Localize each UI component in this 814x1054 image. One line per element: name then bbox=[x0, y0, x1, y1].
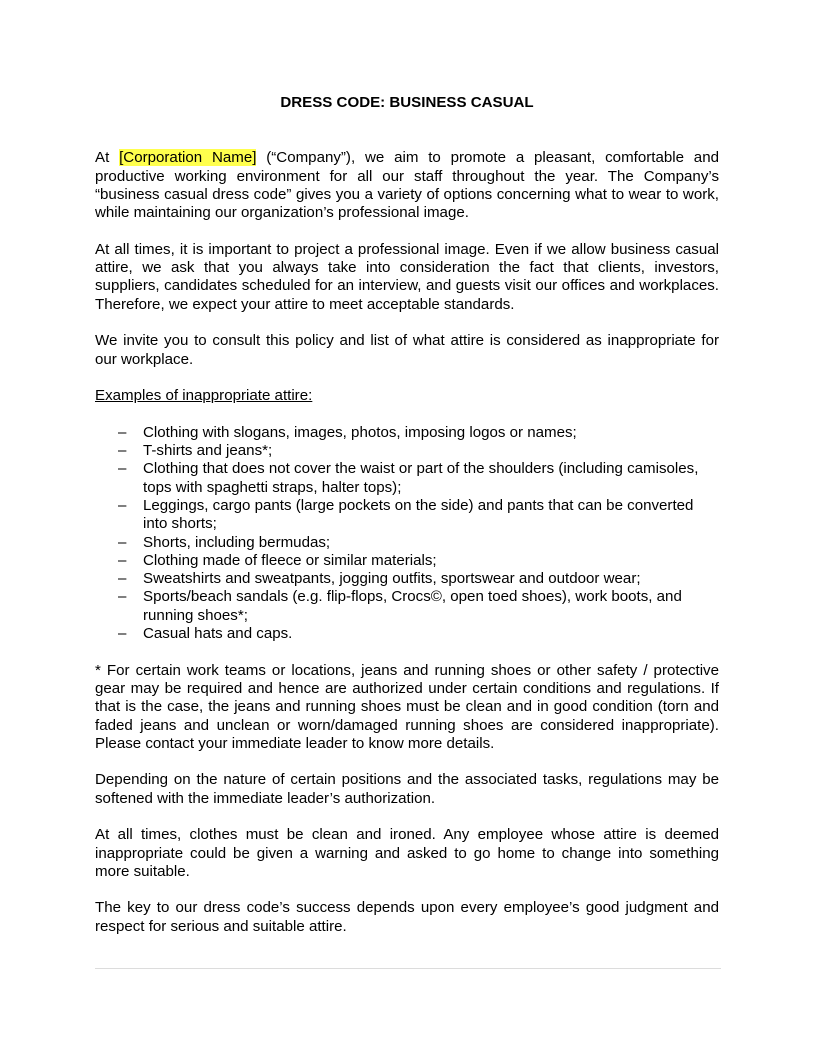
list-item bbox=[95, 424, 719, 442]
list-item-text: Casual hats and caps. bbox=[143, 625, 293, 643]
list-item bbox=[95, 588, 719, 625]
list-item bbox=[95, 460, 719, 497]
consult-policy-paragraph: We invite you to consult this policy and list of what attire is considered as inappropriate for our workplace. bbox=[95, 332, 719, 368]
list-item bbox=[95, 552, 719, 570]
list-item-text: Clothing with slogans, images, photos, imposing logos or names; bbox=[143, 423, 577, 441]
list-dash: – bbox=[118, 570, 127, 588]
examples-heading: Examples of inappropriate attire: bbox=[95, 387, 313, 405]
list-item bbox=[95, 497, 719, 534]
list-item bbox=[95, 442, 719, 460]
footnote-paragraph: * For certain work teams or locations, jeans and running shoes or other safety / protective gear may be required and hence are authorized under certain conditions and regulations. If that is the case, the jeans and running shoes must be clean and in good condition (torn and faded jeans and unclean or worn/damaged running shoes are considered inappropriate). Please contact your immediate leader to know more details. bbox=[95, 661, 719, 752]
list-dash: – bbox=[118, 551, 127, 569]
clean-clothes-paragraph: At all times, clothes must be clean and ironed. Any employee whose attire is deemed inappropriate could be given a warning and asked to go home to change into something more suitable. bbox=[95, 826, 719, 880]
intro-prefix: At bbox=[95, 149, 120, 167]
list-dash: – bbox=[118, 533, 127, 551]
list-item-text: Leggings, cargo pants (large pockets on the side) and pants that can be converted into shorts; bbox=[143, 496, 694, 533]
list-item bbox=[95, 625, 719, 643]
closing-paragraph: The key to our dress code’s success depends upon every employee’s good judgment and respect for serious and suitable attire. bbox=[95, 899, 719, 935]
positions-paragraph: Depending on the nature of certain positions and the associated tasks, regulations may be softened with the immediate leader’s authorization. bbox=[95, 771, 719, 807]
list-dash: – bbox=[118, 496, 127, 514]
document-page bbox=[95, 94, 719, 954]
list-item-text: Clothing that does not cover the waist or part of the shoulders (including camisoles, tops with spaghetti straps, halter tops); bbox=[143, 460, 699, 496]
list-item-text: Shorts, including bermudas; bbox=[143, 533, 331, 551]
corporation-name-placeholder: [Corporation Name] bbox=[119, 149, 257, 167]
intro-rest: (“Company”), we aim to promote a pleasant, comfortable and productive working environment for all our staff throughout the year. The Company’s “business casual dress code” gives you a variety of options concerning what to wear to work, while maintaining our organization’s professional image. bbox=[95, 149, 719, 222]
list-item-text: Sports/beach sandals (e.g. flip-flops, Crocs©, open toed shoes), work boots, and running shoes*; bbox=[143, 588, 682, 624]
document-title: DRESS CODE: BUSINESS CASUAL bbox=[280, 94, 534, 111]
list-dash: – bbox=[118, 588, 127, 606]
list-item-text: Clothing made of fleece or similar materials; bbox=[143, 551, 437, 569]
professional-image-paragraph: At all times, it is important to project a professional image. Even if we allow business casual attire, we ask that you always take into consideration the fact that clients, investors, suppliers, candidates scheduled for an interview, and guests visit our offices and workplaces. Therefore, we expect your attire to meet acceptable standards. bbox=[95, 240, 719, 313]
list-item-text: T-shirts and jeans*; bbox=[143, 442, 273, 460]
list-dash: – bbox=[118, 442, 127, 460]
list-dash: – bbox=[118, 460, 127, 478]
list-item bbox=[95, 534, 719, 552]
list-item-text: Sweatshirts and sweatpants, jogging outfits, sportswear and outdoor wear; bbox=[143, 570, 641, 588]
page-bottom-divider bbox=[95, 968, 721, 969]
list-item bbox=[95, 570, 719, 588]
list-dash: – bbox=[118, 423, 127, 441]
intro-paragraph bbox=[95, 149, 719, 222]
inappropriate-attire-list bbox=[95, 424, 719, 644]
list-dash: – bbox=[118, 625, 127, 643]
